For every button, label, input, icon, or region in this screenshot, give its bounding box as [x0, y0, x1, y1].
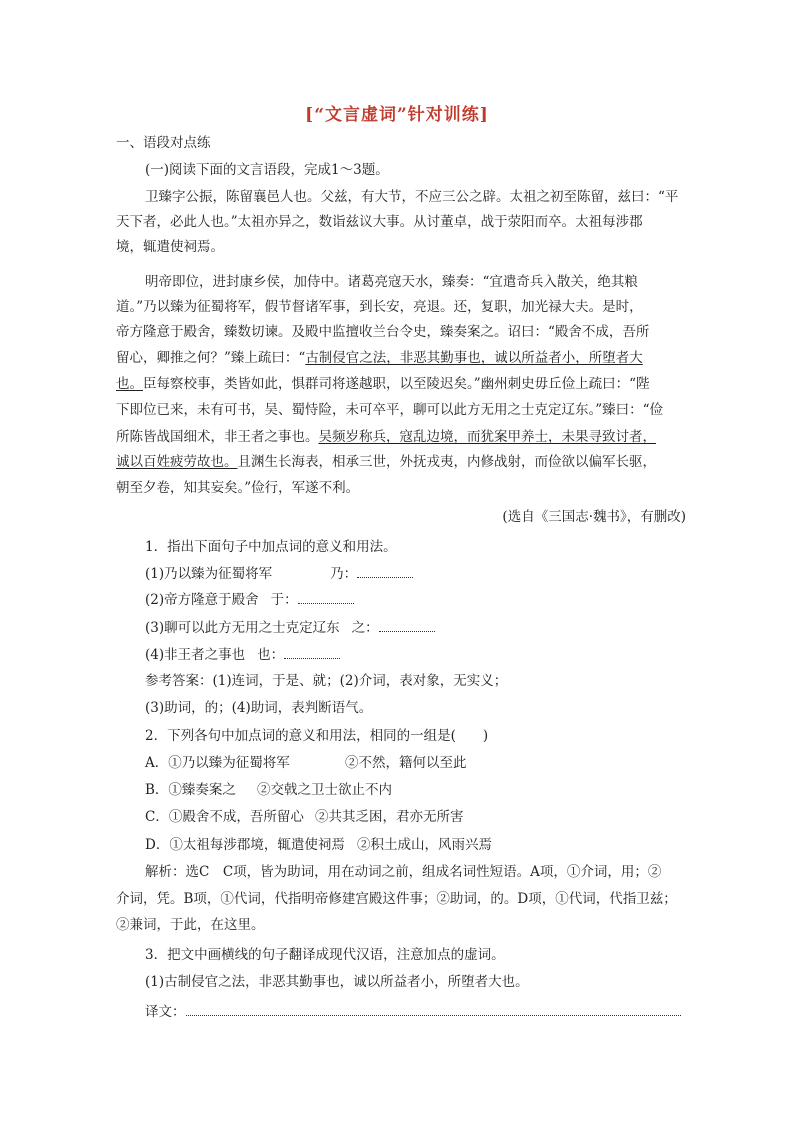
section-heading: 一、语段对点练 [116, 135, 211, 151]
item-word: 于： [270, 592, 298, 608]
question-stem: 3．把文中画横线的句子翻译成现代汉语，注意加点的虚词。 [145, 947, 505, 963]
item-word: 乃： [330, 566, 358, 582]
passage-line [116, 452, 686, 472]
passage-line: 天下者，必此人也。”太祖亦异之，数诣兹议大事。从讨董卓，战于荥阳而卒。太祖每涉郡 [116, 214, 643, 230]
passage-text: 留心，卿推之何？”臻上疏曰：“ [116, 350, 306, 366]
passage-line: 卫臻字公振，陈留襄邑人也。父兹，有大节，不应三公之辟。太祖之初至陈留，兹曰：“平 [145, 189, 679, 205]
answer-text: (3)助词，的；(4)助词，表判断语气。 [145, 700, 373, 716]
passage-line: 朝至夕卷，知其妄矣。”俭行，军遂不利。 [116, 480, 360, 496]
translation-label: 译文： [145, 1004, 186, 1020]
question-item [145, 617, 715, 638]
passage-intro: (一)阅读下面的文言语段，完成1～3题。 [145, 162, 389, 178]
item-word: 也： [257, 647, 285, 663]
analysis-text: ②兼词，于此，在这里。 [116, 917, 265, 933]
underlined-sentence: 古制侵官之法，非恶其勤事也，诚以所益者小，所堕者大 [305, 350, 643, 366]
option-part: ②交戟之卫士欲止不内 [257, 782, 392, 798]
passage-line: 明帝即位，进封康乡侯，加侍中。诸葛亮寇天水，臻奏：“宜遣奇兵入散关，绝其粮 [145, 274, 638, 290]
option-part: ②不然，籍何以至此 [345, 755, 467, 771]
underlined-sentence: 吴频岁称兵，寇乱边境，而犹案甲养士，未果寻致讨者， [318, 429, 656, 445]
answer-blank[interactable] [357, 563, 413, 578]
question-item [145, 563, 715, 584]
option-part: B．①臻奏案之 [145, 782, 236, 798]
item-text: (4)非王者之事也 [145, 647, 246, 663]
option-part: D．①太祖每涉郡境，辄遣使祠焉 [145, 837, 345, 853]
passage-line: 境，辄遣使祠焉。 [116, 239, 224, 255]
item-text: (1)乃以臻为征蜀将军 [145, 566, 273, 582]
page-title: [“文言虚词”针对训练] [305, 105, 489, 125]
analysis-text: 解析：选C C项，皆为助词，用在动词之前，组成名词性短语。A项，①介词，用；② [145, 864, 662, 880]
option-d [145, 835, 715, 855]
underlined-sentence: 也。 [116, 376, 143, 392]
option-part: A．①乃以臻为征蜀将军 [145, 755, 290, 771]
answer-blank[interactable] [284, 644, 340, 659]
option-b [145, 780, 715, 800]
passage-line [116, 348, 686, 368]
option-a [145, 753, 715, 773]
item-word: 之： [351, 620, 379, 636]
item-text: (3)聊可以此方无用之士克定辽东 [145, 620, 340, 636]
answer-blank[interactable] [379, 617, 435, 632]
question-item [145, 644, 715, 665]
option-part: ②积土成山，风雨兴焉 [357, 837, 492, 853]
passage-text: 所陈皆战国细术，非王者之事也。 [116, 429, 319, 445]
passage-line [116, 427, 686, 447]
passage-line: 下即位已来，未有可书，吴、蜀恃险，未可卒平，聊可以此方无用之士克定辽东。”臻曰：“俭 [116, 402, 664, 418]
analysis-text: 介词，凭。B项，①代词，代指明帝修建宫殿这件事；②助词，的。D项，①代词，代指卫兹； [116, 891, 677, 907]
passage-text: 且渊生长海表，相承三世，外抚戎夷，内修战射，而俭欲以偏军长驱， [237, 454, 656, 470]
question-item: (1)古制侵官之法，非恶其勤事也，诚以所益者小，所堕者大也。 [145, 974, 529, 990]
underlined-sentence: 诚以百姓疲劳故也。 [116, 454, 238, 470]
passage-line: 道。”乃以臻为征蜀将军，假节督诸军事，到长安，亮退。还，复职，加光禄大夫。是时， [116, 299, 643, 315]
item-text: (2)帝方隆意于殿舍 [145, 592, 259, 608]
translation-blank[interactable] [186, 1001, 681, 1016]
question-item [145, 589, 715, 610]
passage-text: 臣每察校事，类皆如此，惧群司将遂越职，以至陵迟矣。”幽州刺史毋丘俭上疏曰：“陛 [143, 376, 650, 392]
translation-row [145, 1001, 715, 1022]
answer-blank[interactable] [298, 589, 354, 604]
question-stem: 2．下列各句中加点词的意义和用法，相同的一组是( ) [145, 728, 489, 744]
source-note: (选自《三国志·魏书》，有删改) [502, 509, 686, 525]
passage-line: 帝方隆意于殿舍，臻数切谏。及殿中监擅收兰台令史，臻奏案之。诏曰：“殿舍不成，吾所 [116, 324, 650, 340]
question-stem: 1．指出下面句子中加点词的意义和用法。 [145, 539, 397, 555]
answer-text: 参考答案：(1)连词，于是、就；(2)介词，表对象，无实义； [145, 673, 508, 689]
option-part: C．①殿舍不成，吾所留心 [145, 809, 304, 825]
option-c [145, 807, 715, 827]
option-part: ②共其乏困，君亦无所害 [315, 809, 464, 825]
passage-line [116, 374, 686, 394]
